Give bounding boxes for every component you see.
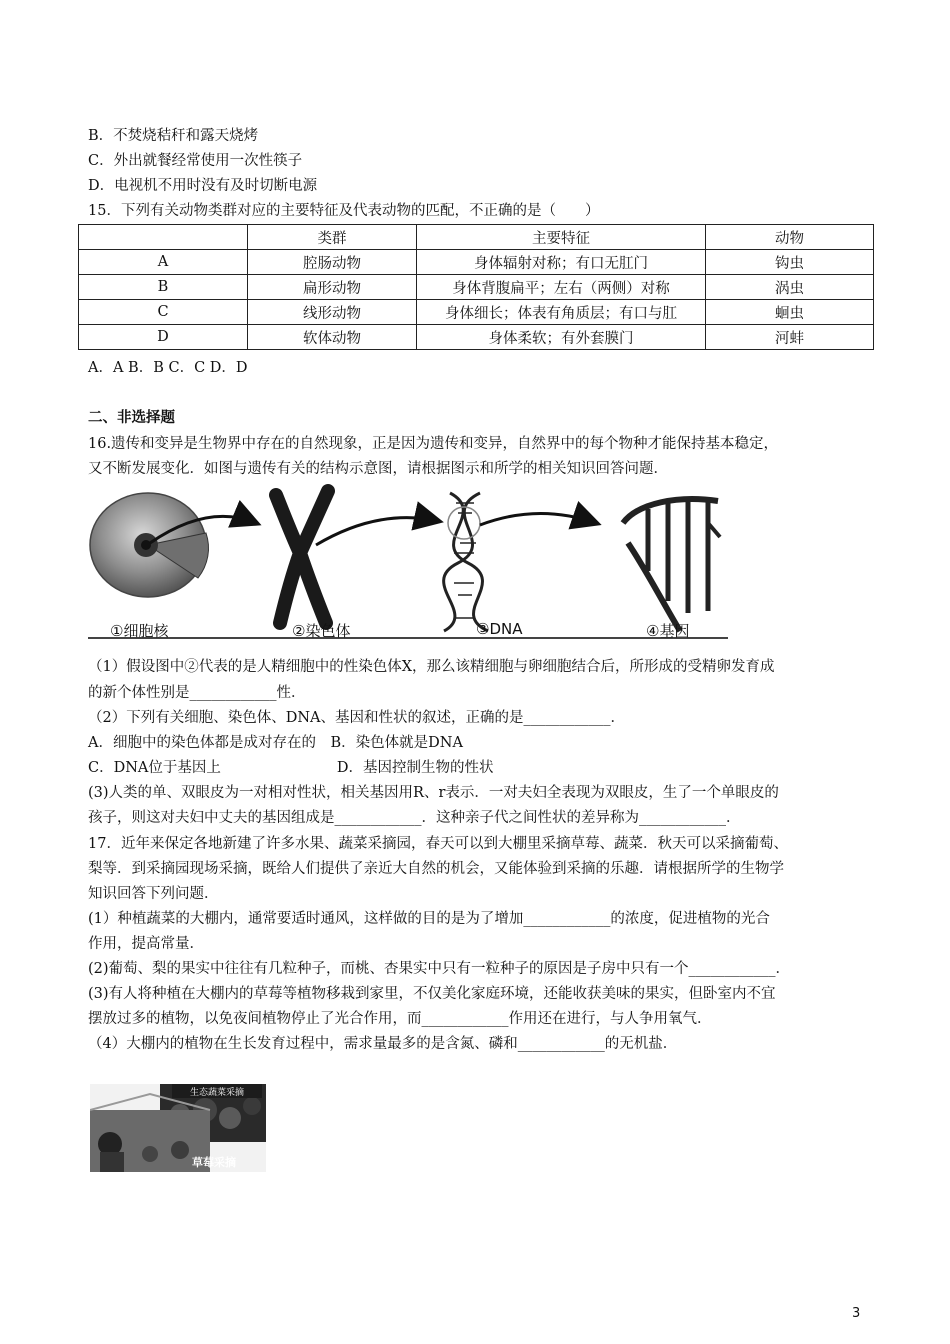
question-17-stem: 17．近年来保定各地新建了许多水果、蔬菜采摘园，春天可以到大棚里采摘草莓、蔬菜．秋天可以采摘葡萄、 xyxy=(88,836,788,852)
question-17-stem: 知识回答下列问题． xyxy=(88,886,219,902)
table-cell: B xyxy=(79,275,248,300)
question-16-option-cd: C．DNA位于基因上 D．基因控制生物的性状 xyxy=(88,760,494,776)
question-15-answers: A．A B．B C．C D．D xyxy=(88,360,248,376)
question-17-part-3: 摆放过多的植物，以免夜间植物停止了光合作用，而____________作用还在进行，与人争用氧气． xyxy=(88,1011,712,1027)
question-17-part-2: (2)葡萄、梨的果实中往往有几粒种子，而桃、杏果实中只有一粒种子的原因是子房中只有一个____________． xyxy=(88,961,791,977)
photo-label-bottom: 草莓采摘 xyxy=(192,1156,236,1169)
table-cell: 软体动物 xyxy=(248,325,417,350)
table-cell: 蛔虫 xyxy=(706,300,874,325)
gene-ladder-image xyxy=(623,497,720,631)
table-row xyxy=(79,325,874,350)
table-cell: 身体辐射对称；有口无肛门 xyxy=(417,250,706,275)
genetics-structure-figure xyxy=(88,483,728,641)
figure-label-dna: ③DNA xyxy=(476,620,523,638)
table-cell: 扁形动物 xyxy=(248,275,417,300)
section-heading: 二、非选择题 xyxy=(88,410,175,426)
table-cell: A xyxy=(79,250,248,275)
table-cell: 河蚌 xyxy=(706,325,874,350)
option-c: C．外出就餐经常使用一次性筷子 xyxy=(88,153,303,169)
table-cell: 线形动物 xyxy=(248,300,417,325)
photo-label-top: 生态蔬菜采摘 xyxy=(189,1088,245,1098)
animal-groups-table xyxy=(78,224,874,350)
table-cell: 身体细长；体表有角质层；有口与肛 xyxy=(417,300,706,325)
table-row xyxy=(79,250,874,275)
table-cell: 身体背腹扁平；左右（两侧）对称 xyxy=(417,275,706,300)
table-cell: 钩虫 xyxy=(706,250,874,275)
question-17-stem: 梨等．到采摘园现场采摘，既给人们提供了亲近大自然的机会，又能体验到采摘的乐趣．请根据所学的生物学 xyxy=(88,861,784,877)
question-16-part-3: 孩子，则这对夫妇中丈夫的基因组成是____________．这种亲子代之间性状的差异称为____________． xyxy=(88,810,741,826)
arrow-2 xyxy=(316,518,438,545)
question-15-stem: 15．下列有关动物类群对应的主要特征及代表动物的匹配，不正确的是（ ） xyxy=(88,203,600,219)
table-cell: 涡虫 xyxy=(706,275,874,300)
question-16-stem: 16.遗传和变异是生物界中存在的自然现象，正是因为遗传和变异，自然界中的每个物种才能保持基本稳定， xyxy=(88,436,779,452)
question-16-part-2: （2）下列有关细胞、染色体、DNA、基因和性状的叙述，正确的是____________． xyxy=(88,710,626,726)
question-17-part-1: (1）种植蔬菜的大棚内，通常要适时通风，这样做的目的是为了增加____________的浓度，促进植物的光合 xyxy=(88,911,770,927)
table-cell: 身体柔软；有外套膜门 xyxy=(417,325,706,350)
table-header: 类群 xyxy=(248,225,417,250)
page-number: 3 xyxy=(852,1306,861,1321)
table-header-row xyxy=(79,225,874,250)
chromosome-image xyxy=(276,491,328,623)
table-header: 主要特征 xyxy=(417,225,706,250)
table-header xyxy=(79,225,248,250)
question-17-part-1: 作用，提高常量． xyxy=(88,936,204,952)
option-d: D．电视机不用时没有及时切断电源 xyxy=(88,178,318,194)
figure-label-nucleus: ①细胞核 xyxy=(110,622,169,640)
arrow-3 xyxy=(480,513,596,525)
table-cell: C xyxy=(79,300,248,325)
question-16-option-ab: A．细胞中的染色体都是成对存在的 B．染色体就是DNA xyxy=(88,735,463,751)
question-16-part-1: 的新个体性别是____________性． xyxy=(88,685,306,701)
dna-helix-image xyxy=(444,493,488,631)
table-cell: 腔肠动物 xyxy=(248,250,417,275)
question-16-stem: 又不断发展变化．如图与遗传有关的结构示意图，请根据图示和所学的相关知识回答问题． xyxy=(88,461,668,477)
figure-label-chromosome: ②染色体 xyxy=(292,622,351,640)
table-cell: D xyxy=(79,325,248,350)
table-row xyxy=(79,275,874,300)
question-16-part-3: (3)人类的单、双眼皮为一对相对性状，相关基因用R、r表示．一对夫妇全表现为双眼皮，生了一个单眼皮的 xyxy=(88,785,779,801)
option-b: B．不焚烧秸秆和露天烧烤 xyxy=(88,128,259,144)
question-17-part-3: (3)有人将种植在大棚内的草莓等植物移栽到家里，不仅美化家庭环境，还能收获美味的果实，但卧室内不宜 xyxy=(88,986,776,1002)
question-16-part-1: （1）假设图中②代表的是人精细胞中的性染色体X，那么该精细胞与卵细胞结合后，所形成的受精卵发育成 xyxy=(88,659,775,675)
picking-garden-photo xyxy=(90,1084,266,1172)
cell-nucleus-image xyxy=(90,493,209,597)
table-header: 动物 xyxy=(706,225,874,250)
question-17-part-4: （4）大棚内的植物在生长发育过程中，需求量最多的是含氮、磷和____________的无机盐． xyxy=(88,1036,678,1052)
table-row xyxy=(79,300,874,325)
figure-label-gene: ④基因 xyxy=(646,622,690,640)
